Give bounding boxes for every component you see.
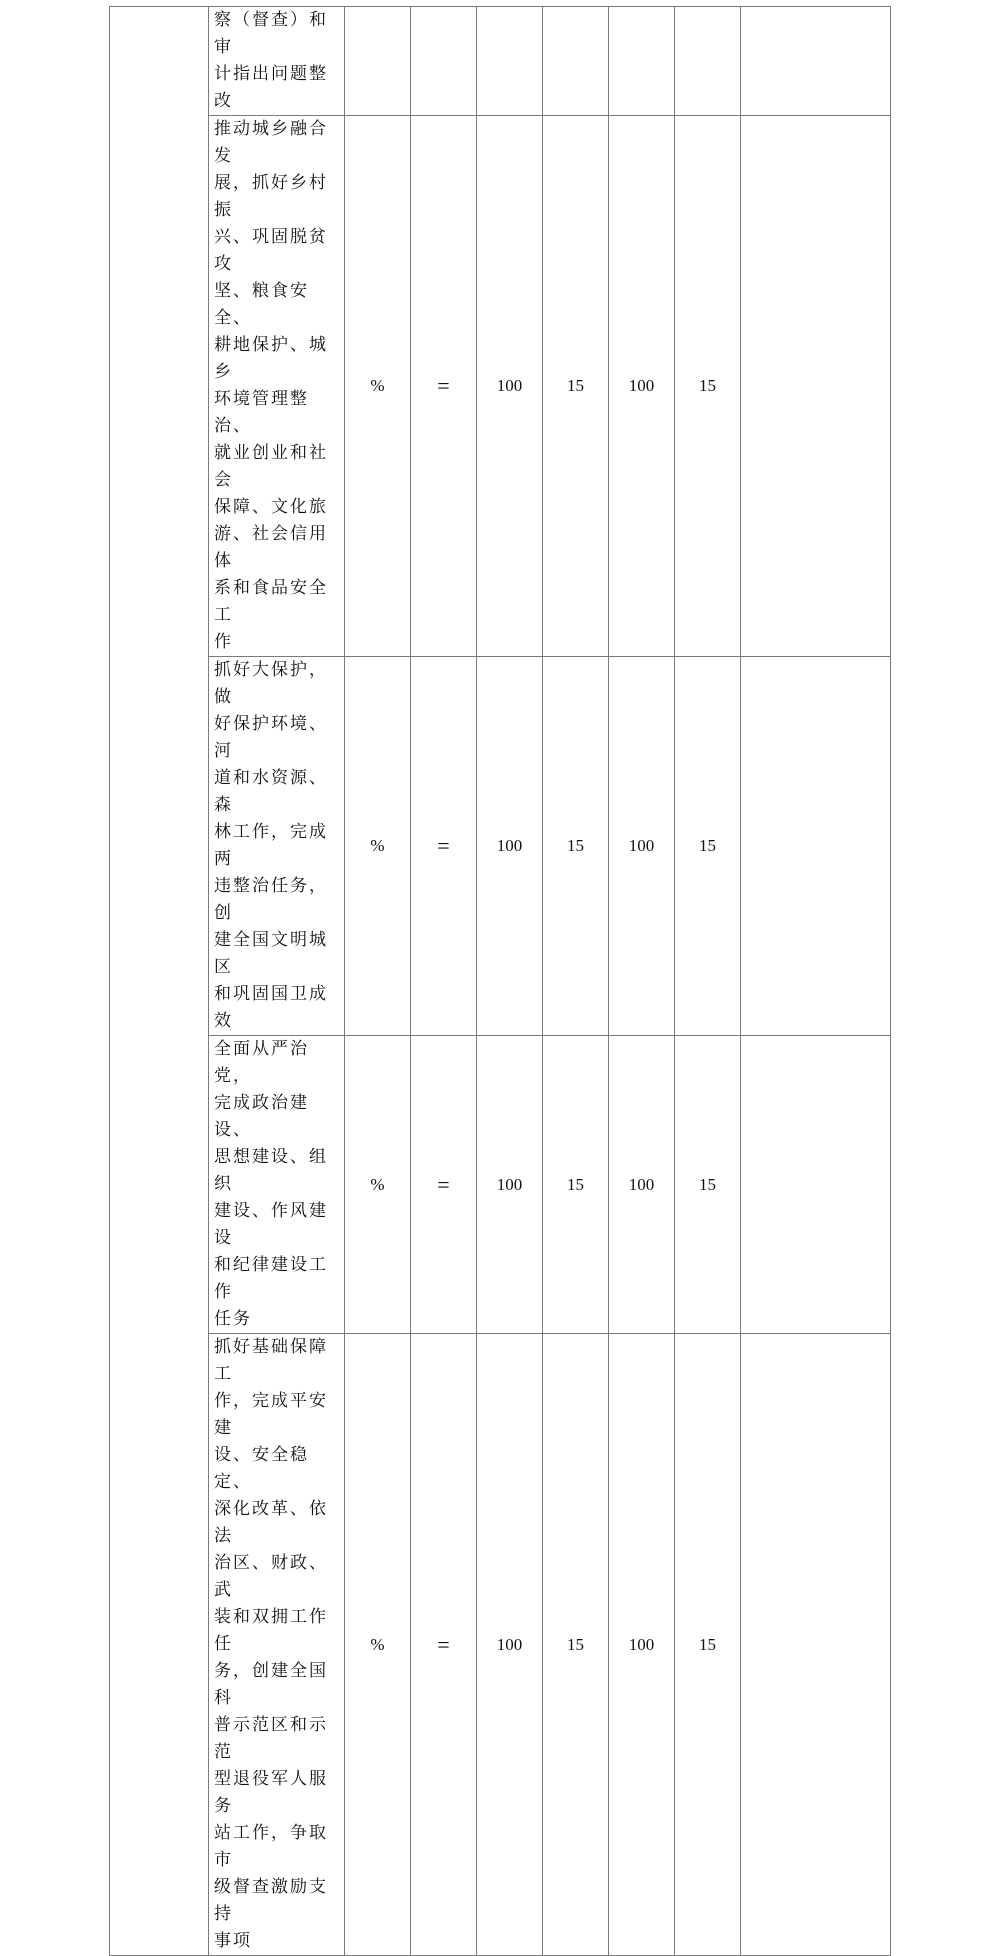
- unit-cell: %: [345, 1036, 411, 1334]
- score-cell: 15: [675, 1334, 741, 1956]
- operator-cell: =: [411, 1036, 477, 1334]
- table-row: [110, 1334, 891, 1956]
- actual-value-cell: [609, 7, 675, 116]
- table-row: [110, 7, 891, 116]
- row-description: 抓好基础保障工 作，完成平安建 设、安全稳定、 深化改革、依法 治区、财政、武 装和双拥工作任 务，创建全国科 普示范区和示范 型退役军人服务 站工作，争取市 级督查激励支持 事项: [209, 1334, 345, 1956]
- weight-cell: 15: [543, 657, 609, 1036]
- weight-cell: [543, 7, 609, 116]
- performance-table: [109, 6, 891, 1956]
- score-cell: 15: [675, 657, 741, 1036]
- note-cell: [741, 1036, 891, 1334]
- row-description: 全面从严治党， 完成政治建设、 思想建设、组织 建设、作风建设 和纪律建设工作 任务: [209, 1036, 345, 1334]
- merged-left-cell: [110, 7, 209, 1956]
- operator-cell: =: [411, 116, 477, 657]
- unit-cell: %: [345, 1334, 411, 1956]
- note-cell: [741, 116, 891, 657]
- row-description: 抓好大保护，做 好保护环境、河 道和水资源、森 林工作，完成两 违整治任务，创 建全国文明城区 和巩固国卫成效: [209, 657, 345, 1036]
- row-description: 察（督查）和审 计指出问题整改: [209, 7, 345, 116]
- actual-value-cell: 100: [609, 1334, 675, 1956]
- actual-value-cell: 100: [609, 116, 675, 657]
- note-cell: [741, 7, 891, 116]
- row-description: 推动城乡融合发 展，抓好乡村振 兴、巩固脱贫攻 坚、粮食安全、 耕地保护、城乡 环境管理整治、 就业创业和社会 保障、文化旅 游、社会信用体 系和食品安全工 作: [209, 116, 345, 657]
- target-value-cell: 100: [477, 116, 543, 657]
- operator-cell: [411, 7, 477, 116]
- note-cell: [741, 657, 891, 1036]
- unit-cell: [345, 7, 411, 116]
- target-value-cell: 100: [477, 657, 543, 1036]
- actual-value-cell: 100: [609, 657, 675, 1036]
- note-cell: [741, 1334, 891, 1956]
- operator-cell: =: [411, 657, 477, 1036]
- target-value-cell: 100: [477, 1036, 543, 1334]
- table-row: [110, 1036, 891, 1334]
- weight-cell: 15: [543, 116, 609, 657]
- unit-cell: %: [345, 116, 411, 657]
- score-cell: [675, 7, 741, 116]
- unit-cell: %: [345, 657, 411, 1036]
- score-cell: 15: [675, 1036, 741, 1334]
- table-row: [110, 116, 891, 657]
- score-cell: 15: [675, 116, 741, 657]
- weight-cell: 15: [543, 1036, 609, 1334]
- table-row: [110, 657, 891, 1036]
- target-value-cell: 100: [477, 1334, 543, 1956]
- target-value-cell: [477, 7, 543, 116]
- operator-cell: =: [411, 1334, 477, 1956]
- actual-value-cell: 100: [609, 1036, 675, 1334]
- weight-cell: 15: [543, 1334, 609, 1956]
